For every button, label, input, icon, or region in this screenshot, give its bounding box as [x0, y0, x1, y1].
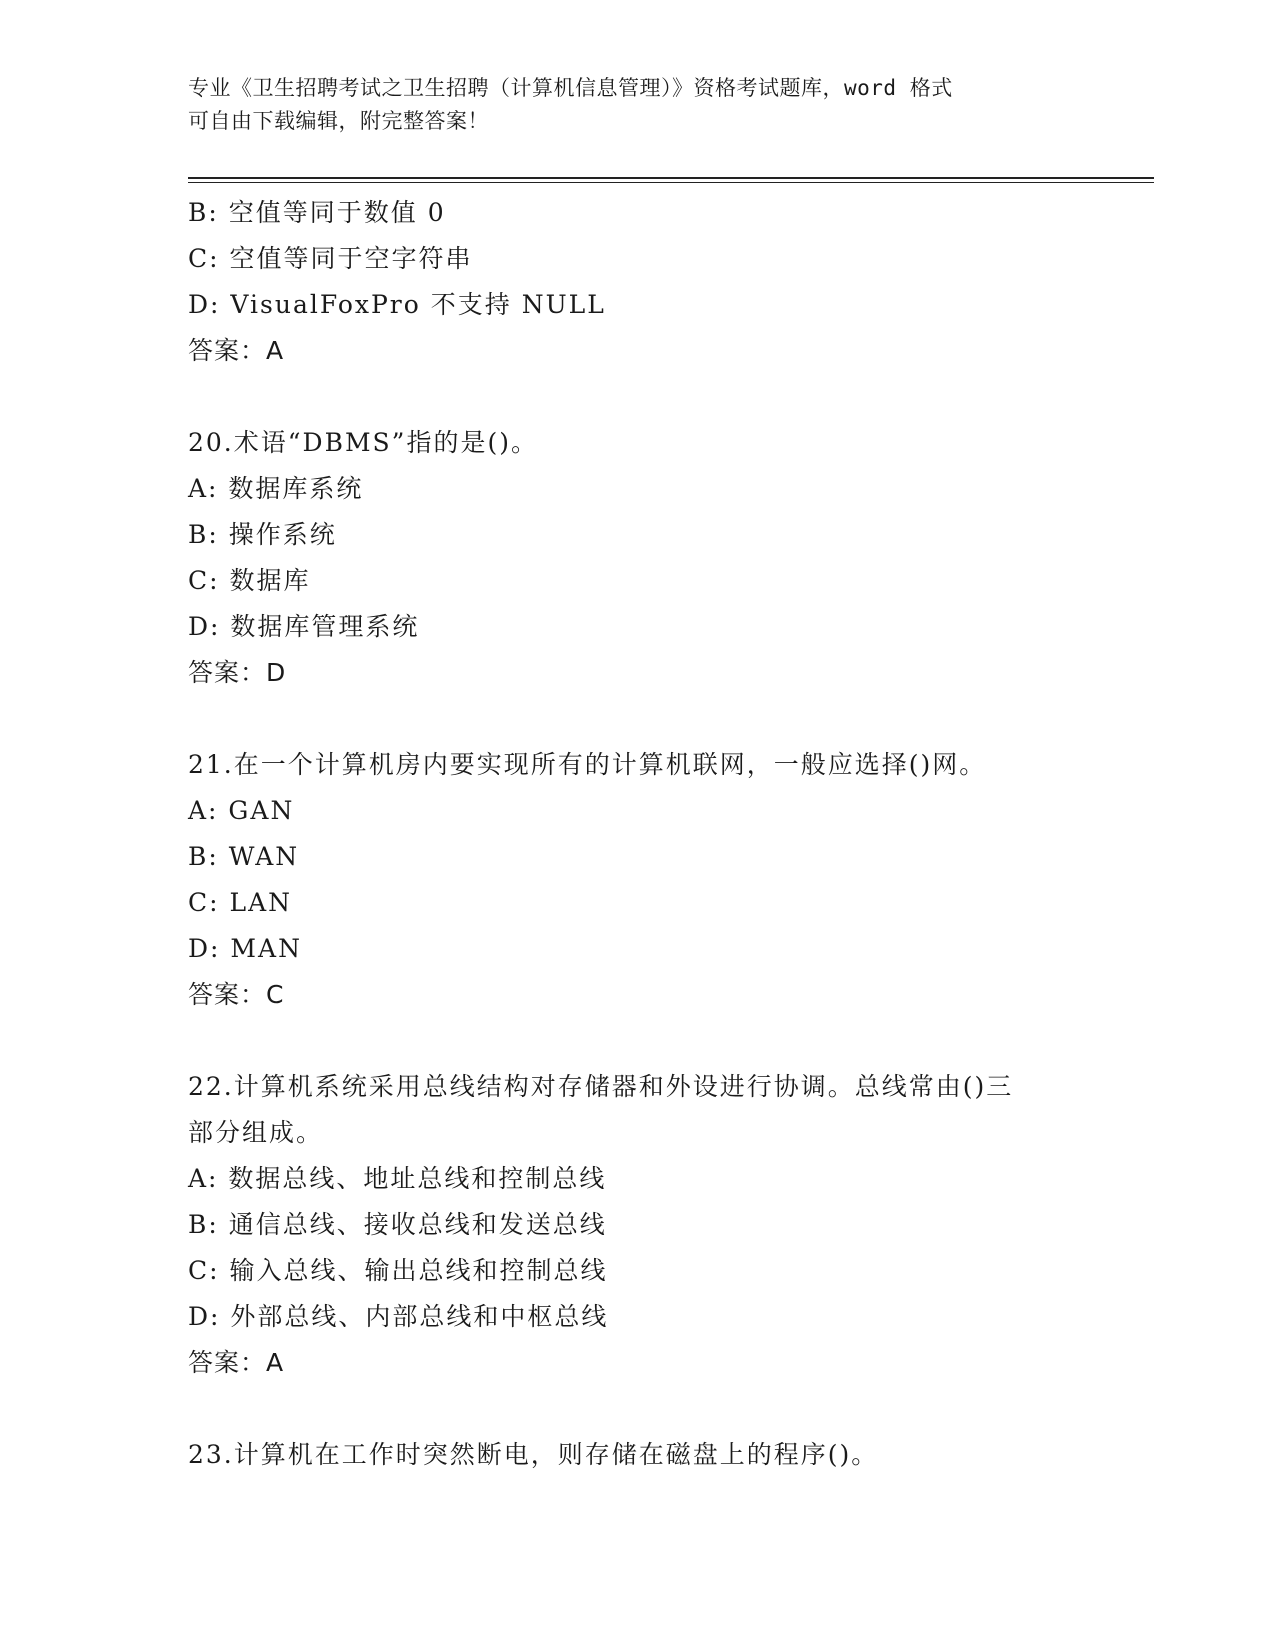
document-header — [188, 72, 1088, 138]
question-spacer — [188, 1018, 1108, 1064]
question-list — [188, 190, 1108, 1478]
question-text: 23.计算机在工作时突然断电，则存储在磁盘上的程序()。 — [188, 1440, 879, 1469]
option-a: A: 数据库系统 — [188, 474, 364, 503]
header-line-2: 可自由下载编辑，附完整答案！ — [188, 109, 489, 133]
question-20 — [188, 420, 1108, 696]
question-text-line-1: 22.计算机系统采用总线结构对存储器和外设进行协调。总线常由()三 — [188, 1072, 1014, 1101]
question-text-line-2: 部分组成。 — [188, 1118, 324, 1147]
question-spacer — [188, 696, 1108, 742]
question-22 — [188, 1064, 1108, 1386]
header-divider-thick — [188, 177, 1154, 179]
question-spacer — [188, 374, 1108, 420]
option-b: B: WAN — [188, 842, 300, 871]
option-c: C: LAN — [188, 888, 293, 917]
option-a: A: GAN — [188, 796, 295, 825]
question-text: 20.术语“DBMS”指的是()。 — [188, 428, 538, 457]
option-b: B: 通信总线、接收总线和发送总线 — [188, 1210, 607, 1239]
option-a: A: 数据总线、地址总线和控制总线 — [188, 1164, 607, 1193]
option-c: C: 输入总线、输出总线和控制总线 — [188, 1256, 608, 1285]
question-23 — [188, 1432, 1108, 1478]
option-d: D: MAN — [188, 934, 302, 963]
option-b: B: 空值等同于数值 0 — [188, 198, 446, 227]
answer-line: 答案：A — [188, 336, 285, 365]
option-c: C: 数据库 — [188, 566, 311, 595]
question-19-continued — [188, 190, 1108, 374]
answer-line: 答案：A — [188, 1348, 285, 1377]
question-spacer — [188, 1386, 1108, 1432]
answer-line: 答案：C — [188, 980, 285, 1009]
answer-line: 答案：D — [188, 658, 287, 687]
option-d: D: 外部总线、内部总线和中枢总线 — [188, 1302, 609, 1331]
option-d: D: 数据库管理系统 — [188, 612, 420, 641]
option-c: C: 空值等同于空字符串 — [188, 244, 473, 273]
question-text: 21.在一个计算机房内要实现所有的计算机联网，一般应选择()网。 — [188, 750, 987, 779]
option-d: D: VisualFoxPro 不支持 NULL — [188, 290, 606, 319]
option-b: B: 操作系统 — [188, 520, 337, 549]
header-divider-thin — [188, 182, 1154, 183]
question-21 — [188, 742, 1108, 1018]
header-line-1: 专业《卫生招聘考试之卫生招聘（计算机信息管理）》资格考试题库，word 格式 — [188, 76, 953, 100]
